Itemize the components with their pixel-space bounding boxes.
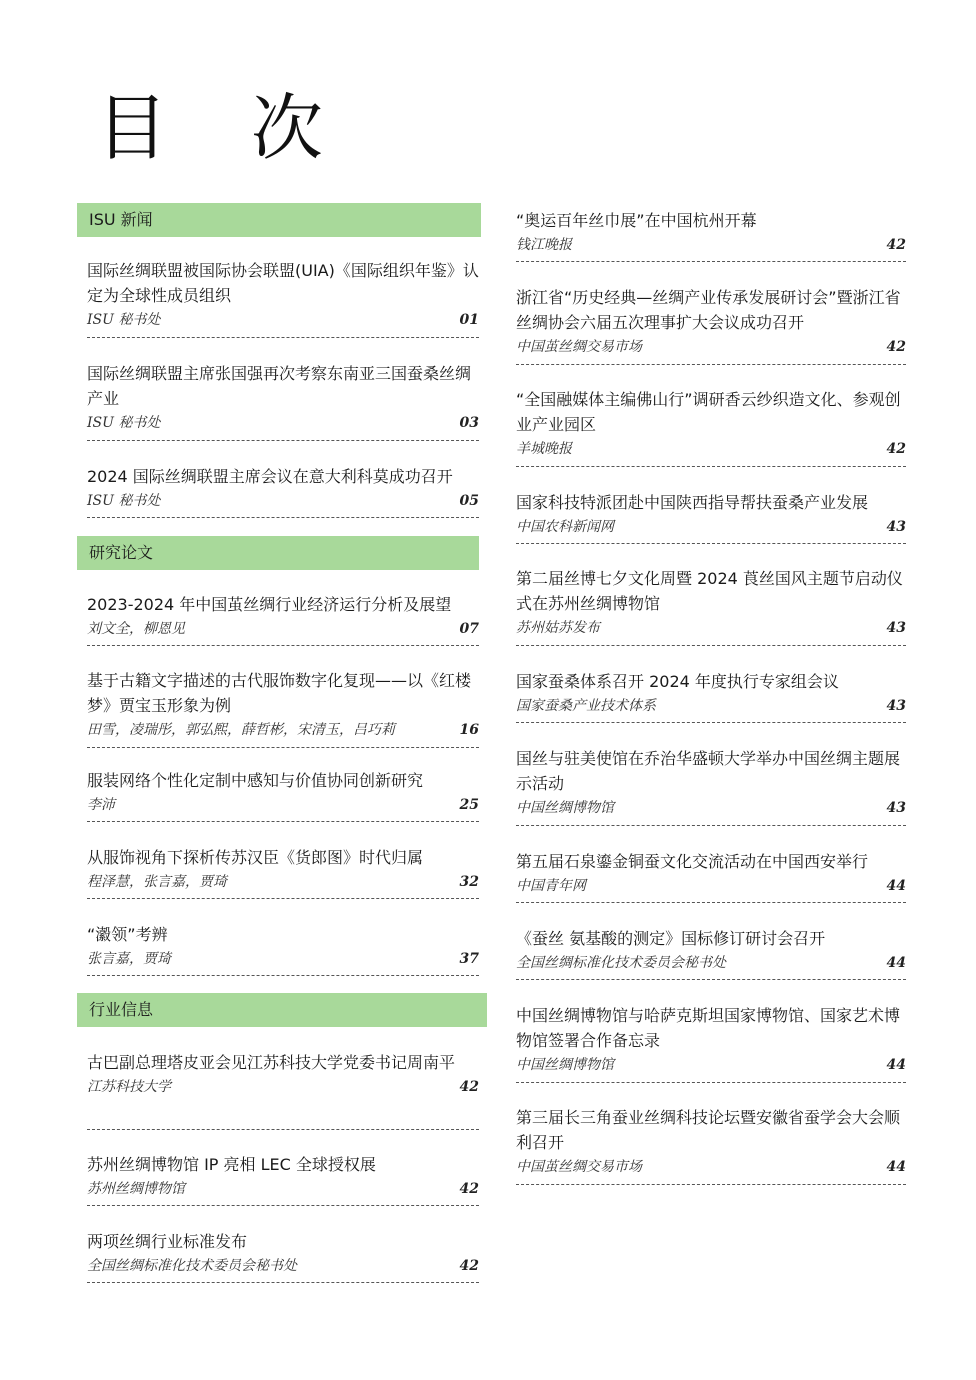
entry-page-number: 43 (886, 800, 906, 816)
entry-title: 国家科技特派团赴中国陕西指导帮扶蚕桑产业发展 (516, 493, 869, 512)
entry-source: 羊城晚报 (516, 441, 572, 457)
entry-page-number: 44 (886, 1159, 906, 1175)
entry-page-number: 32 (459, 874, 479, 890)
toc-entry[interactable] (516, 669, 906, 723)
entry-page-number: 44 (886, 955, 906, 971)
entry-title: 《蚕丝 氨基酸的测定》国标修订研讨会召开 (516, 929, 826, 948)
entry-title: “瀫领”考辨 (87, 925, 168, 944)
entry-title: 浙江省“历史经典—丝绸产业传承发展研讨会”暨浙江省丝绸协会六届五次理事扩大会议成功召开 (516, 288, 901, 332)
toc-entry[interactable] (516, 285, 906, 365)
entry-title: “全国融媒体主编佛山行”调研香云纱织造文化、参观创业产业园区 (516, 390, 901, 434)
toc-entry[interactable] (516, 926, 906, 980)
entry-source: 苏州姑苏发布 (516, 620, 600, 636)
entry-page-number: 01 (459, 312, 479, 328)
toc-entry[interactable] (87, 845, 479, 899)
entry-page-number: 03 (459, 415, 479, 431)
toc-entry[interactable] (87, 768, 479, 822)
toc-entry[interactable] (516, 566, 906, 646)
entry-page-number: 42 (459, 1258, 479, 1274)
entry-title: “奥运百年丝巾展”在中国杭州开幕 (516, 211, 757, 230)
entry-page-number: 43 (886, 698, 906, 714)
entry-title: 苏州丝绸博物馆 IP 亮相 LEC 全球授权展 (87, 1155, 376, 1174)
entry-source: ISU 秘书处 (87, 312, 161, 328)
entry-source: 张言嘉，贾琦 (87, 951, 171, 967)
toc-entry[interactable] (87, 668, 479, 748)
entry-source: 田雪，凌瑞彤，郭弘熙，薛哲彬，宋清玉，吕巧莉 (87, 722, 395, 738)
entry-page-number: 42 (459, 1079, 479, 1095)
entry-title: 2023-2024 年中国茧丝绸行业经济运行分析及展望 (87, 595, 452, 614)
section-header-research: 研究论文 (77, 536, 479, 570)
toc-entry[interactable] (87, 258, 479, 338)
toc-entry[interactable] (87, 464, 479, 518)
entry-source: ISU 秘书处 (87, 415, 161, 431)
entry-source: 中国农科新闻网 (516, 519, 614, 535)
entry-source: 江苏科技大学 (87, 1079, 171, 1095)
entry-source: 钱江晚报 (516, 237, 572, 253)
entry-title: 国际丝绸联盟被国际协会联盟(UIA)《国际组织年鉴》认定为全球性成员组织 (87, 261, 479, 305)
entry-source: 全国丝绸标准化技术委员会秘书处 (87, 1258, 297, 1274)
toc-entry[interactable] (516, 208, 906, 262)
entry-page-number: 43 (886, 519, 906, 535)
entry-source: 李沛 (87, 797, 115, 813)
toc-entry[interactable] (87, 922, 479, 976)
entry-source: 中国丝绸博物馆 (516, 1057, 614, 1073)
entry-title: 两项丝绸行业标准发布 (87, 1232, 248, 1251)
entry-source: 刘文全，柳恩见 (87, 621, 185, 637)
page-title: 目 次 (96, 86, 353, 170)
entry-source: ISU 秘书处 (87, 493, 161, 509)
entry-source: 中国茧丝绸交易市场 (516, 339, 642, 355)
entry-page-number: 37 (459, 951, 479, 967)
section-header-industry: 行业信息 (77, 993, 487, 1027)
entry-title: 从服饰视角下探析传苏汉臣《货郎图》时代归属 (87, 848, 424, 867)
entry-title: 国丝与驻美使馆在乔治华盛顿大学举办中国丝绸主题展示活动 (516, 749, 901, 793)
entry-source: 中国茧丝绸交易市场 (516, 1159, 642, 1175)
toc-entry[interactable] (87, 1050, 479, 1130)
entry-page-number: 05 (459, 493, 479, 509)
entry-title: 国家蚕桑体系召开 2024 年度执行专家组会议 (516, 672, 839, 691)
entry-source: 全国丝绸标准化技术委员会秘书处 (516, 955, 726, 971)
toc-entry[interactable] (87, 1152, 479, 1206)
entry-page-number: 43 (886, 620, 906, 636)
section-header-isu-news: ISU 新闻 (77, 203, 481, 237)
entry-source: 国家蚕桑产业技术体系 (516, 698, 656, 714)
toc-entry[interactable] (516, 1105, 906, 1185)
entry-title: 2024 国际丝绸联盟主席会议在意大利科莫成功召开 (87, 467, 453, 486)
entry-title: 服装网络个性化定制中感知与价值协同创新研究 (87, 771, 424, 790)
entry-title: 国际丝绸联盟主席张国强再次考察东南亚三国蚕桑丝绸产业 (87, 364, 472, 408)
entry-title: 基于古籍文字描述的古代服饰数字化复现——以《红楼梦》贾宝玉形象为例 (87, 671, 472, 715)
entry-source: 苏州丝绸博物馆 (87, 1181, 185, 1197)
entry-page-number: 25 (459, 797, 479, 813)
entry-page-number: 44 (886, 1057, 906, 1073)
toc-entry[interactable] (516, 1003, 906, 1083)
toc-entry[interactable] (516, 849, 906, 903)
toc-entry[interactable] (87, 361, 479, 441)
entry-title: 第二届丝博七夕文化周暨 2024 莨丝国风主题节启动仪式在苏州丝绸博物馆 (516, 569, 903, 613)
toc-entry[interactable] (87, 592, 479, 646)
entry-title: 第三届长三角蚕业丝绸科技论坛暨安徽省蚕学会大会顺利召开 (516, 1108, 901, 1152)
entry-title: 中国丝绸博物馆与哈萨克斯坦国家博物馆、国家艺术博物馆签署合作备忘录 (516, 1006, 901, 1050)
entry-source: 中国青年网 (516, 878, 586, 894)
entry-source: 中国丝绸博物馆 (516, 800, 614, 816)
entry-title: 第五届石泉鎏金铜蚕文化交流活动在中国西安举行 (516, 852, 869, 871)
entry-page-number: 42 (886, 339, 906, 355)
entry-page-number: 42 (886, 237, 906, 253)
entry-page-number: 16 (459, 722, 479, 738)
toc-entry[interactable] (516, 746, 906, 826)
entry-title: 古巴副总理塔皮亚会见江苏科技大学党委书记周南平 (87, 1053, 456, 1072)
entry-source: 程泽慧，张言嘉，贾琦 (87, 874, 227, 890)
entry-page-number: 42 (886, 441, 906, 457)
entry-page-number: 44 (886, 878, 906, 894)
toc-entry[interactable] (516, 387, 906, 467)
entry-page-number: 42 (459, 1181, 479, 1197)
entry-page-number: 07 (459, 621, 479, 637)
toc-entry[interactable] (87, 1229, 479, 1283)
toc-entry[interactable] (516, 490, 906, 544)
